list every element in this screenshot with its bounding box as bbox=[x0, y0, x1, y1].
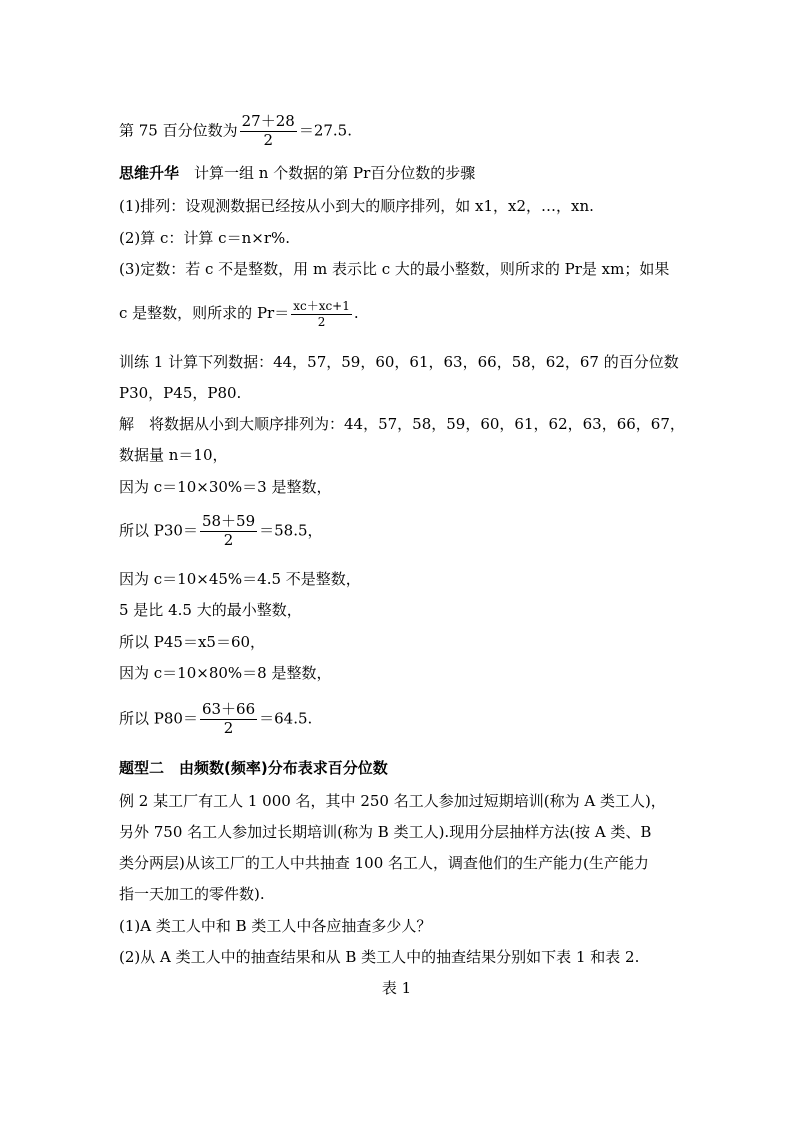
step-3-cont bbox=[119, 300, 733, 328]
solution-line-2: 数据量 n＝10， bbox=[119, 446, 228, 464]
solution-line-1: 解 将数据从小到大顺序排列为：44，57，58，59，60，61，62，63，66，67， bbox=[119, 415, 685, 433]
question-1: (1)A 类工人中和 B 类工人中各应抽查多少人？ bbox=[119, 917, 432, 935]
numerator: 63＋66 bbox=[201, 700, 256, 718]
example-2-line2: 另外 750 名工人参加过长期培训(称为 B 类工人).现用分层抽样方法(按 A 类、B bbox=[119, 823, 652, 841]
training-1-line2: P30，P45，P80. bbox=[119, 384, 242, 402]
denominator: 2 bbox=[223, 718, 234, 737]
text: 所以 P30＝ bbox=[119, 521, 198, 540]
text: ＝64.5. bbox=[259, 709, 313, 728]
siwei-heading bbox=[119, 163, 733, 183]
text: ＝58.5， bbox=[259, 521, 323, 540]
denominator: 2 bbox=[263, 130, 273, 149]
training-1-line1: 训练 1 计算下列数据：44，57，59，60，61，63，66，58，62，67 的百分位数 bbox=[119, 353, 679, 371]
table-caption: 表 1 bbox=[381, 979, 412, 997]
numerator: xc＋xc+1 bbox=[293, 299, 350, 313]
numerator: 58＋59 bbox=[201, 512, 256, 530]
denominator: 2 bbox=[317, 314, 326, 329]
step-1: (1)排列：设观测数据已经按从小到大的顺序排列，如 x1，x2，…，xn. bbox=[119, 197, 594, 215]
solution-line-6: 5 是比 4.5 大的最小整数， bbox=[119, 601, 302, 619]
fraction bbox=[200, 514, 257, 549]
step-3: (3)定数：若 c 不是整数，用 m 表示比 c 大的最小整数，则所求的 Pr是 xm；如果 bbox=[119, 260, 670, 278]
solution-line-8: 因为 c＝10×80%＝8 是整数， bbox=[119, 664, 332, 682]
text: . bbox=[353, 304, 359, 323]
text: 计算一组 n 个数据的第 Pr百分位数的步骤 bbox=[194, 164, 476, 182]
fraction bbox=[240, 114, 297, 149]
numerator: 27＋28 bbox=[241, 112, 295, 130]
text: 第 75 百分位数为 bbox=[119, 121, 238, 140]
question-2: (2)从 A 类工人中的抽查结果和从 B 类工人中的抽查结果分别如下表 1 和表 2. bbox=[119, 948, 640, 966]
step-2: (2)算 c：计算 c＝n×r%. bbox=[119, 229, 291, 247]
example-2-line1: 例 2 某工厂有工人 1 000 名，其中 250 名工人参加过短期培训(称为 A 类工人)， bbox=[119, 792, 666, 810]
solution-line-5: 因为 c＝10×45%＝4.5 不是整数， bbox=[119, 570, 361, 588]
example-2-line4: 指一天加工的零件数). bbox=[119, 885, 265, 903]
section-heading-2: 题型二 由频数(频率)分布表求百分位数 bbox=[119, 759, 388, 777]
solution-line-9 bbox=[119, 702, 733, 737]
text: 所以 P80＝ bbox=[119, 709, 198, 728]
line-p75-result bbox=[119, 114, 733, 149]
solution-line-7: 所以 P45＝x5＝60， bbox=[119, 633, 266, 651]
section-label: 思维升华 bbox=[119, 164, 180, 182]
example-2-line3: 类分两层)从该工厂的工人中共抽查 100 名工人，调查他们的生产能力(生产能力 bbox=[119, 854, 649, 872]
fraction bbox=[291, 300, 352, 328]
text: ＝27.5. bbox=[298, 121, 352, 140]
solution-line-3: 因为 c＝10×30%＝3 是整数， bbox=[119, 478, 332, 496]
fraction bbox=[200, 702, 257, 737]
text: c 是整数，则所求的 Pr＝ bbox=[119, 304, 290, 323]
denominator: 2 bbox=[223, 530, 234, 549]
solution-line-4 bbox=[119, 514, 733, 549]
